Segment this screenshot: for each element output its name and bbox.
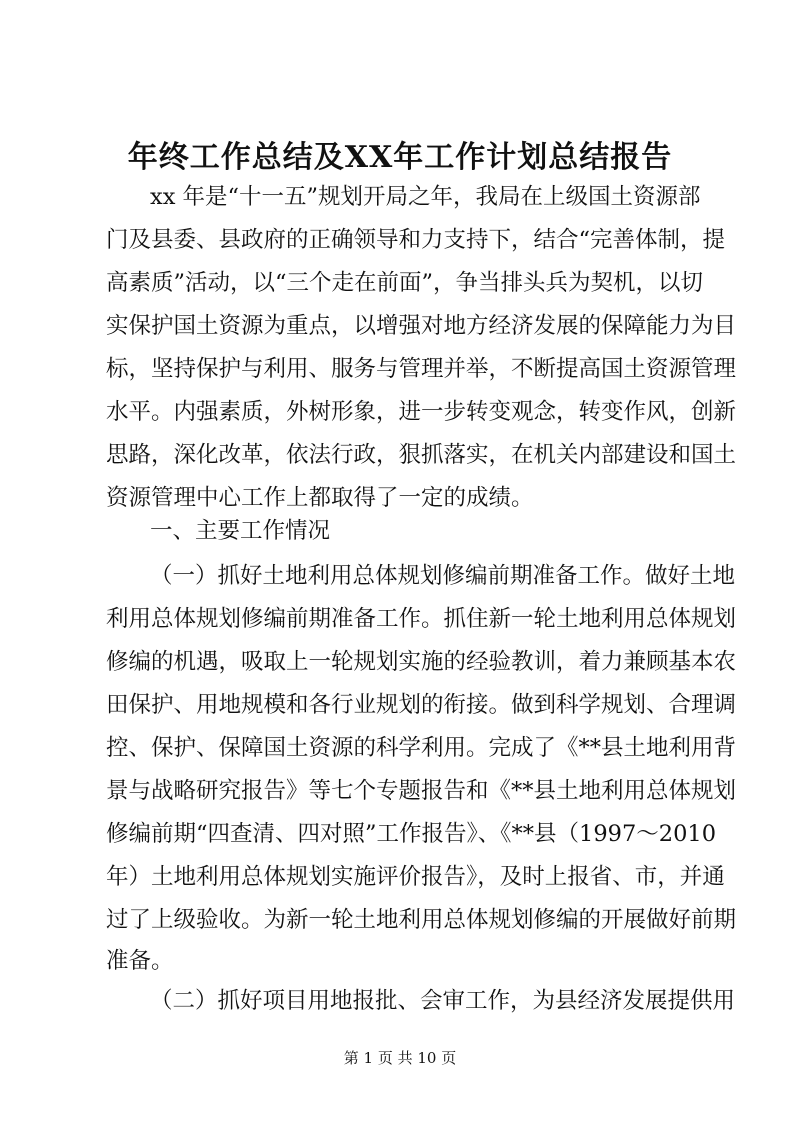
body-line: 利用总体规划修编前期准备工作。抓住新一轮土地利用总体规划 (106, 606, 737, 632)
body-line: 门及县委、县政府的正确领导和力支持下，结合“完善体制，提 (106, 227, 726, 253)
body-line: 准备。 (106, 948, 174, 974)
body-line: 田保护、用地规模和各行业规划的衔接。做到科学规划、合理调 (106, 692, 737, 718)
body-line: 过了上级验收。为新一轮土地利用总体规划修编的开展做好前期 (106, 907, 737, 933)
body-line: 年）土地利用总体规划实施评价报告》，及时上报省、市，并通 (106, 864, 725, 890)
body-line: 景与战略研究报告》等七个专题报告和《**县土地利用总体规划 (106, 778, 737, 804)
body-line: 水平。内强素质，外树形象，进一步转变观念，转变作风，创新 (106, 399, 737, 425)
document-title: 年终工作总结及XX年工作计划总结报告 (127, 140, 673, 175)
body-line: 资源管理中心工作上都取得了一定的成绩。 (106, 485, 534, 511)
body-line: 高素质”活动，以“三个走在前面”，争当排头兵为契机，以切 (106, 270, 704, 296)
body-line: 思路，深化改革，依法行政，狠抓落实，在机关内部建设和国土 (106, 442, 737, 468)
body-line: 修编的机遇，吸取上一轮规划实施的经验教训，着力兼顾基本农 (106, 649, 737, 675)
body-line: 实保护国土资源为重点，以增强对地方经济发展的保障能力为目 (106, 313, 737, 339)
subsection-heading: （一）抓好土地利用总体规划修编前期准备工作。做好土地 (150, 563, 736, 589)
section-heading: 一、主要工作情况 (150, 518, 331, 544)
page-number-footer: 第 1 页 共 10 页 (343, 1049, 457, 1067)
body-line: 控、保护、保障国土资源的科学利用。完成了《**县土地利用背 (106, 735, 737, 761)
body-line: 标，坚持保护与利用、服务与管理并举，不断提高国土资源管理 (106, 356, 737, 382)
body-line: xx 年是“十一五”规划开局之年，我局在上级国土资源部 (150, 184, 701, 210)
body-line: 修编前期“四查清、四对照”工作报告》、《**县（1997～2010 (106, 821, 717, 847)
subsection-heading: （二）抓好项目用地报批、会审工作，为县经济发展提供用 (150, 988, 736, 1014)
